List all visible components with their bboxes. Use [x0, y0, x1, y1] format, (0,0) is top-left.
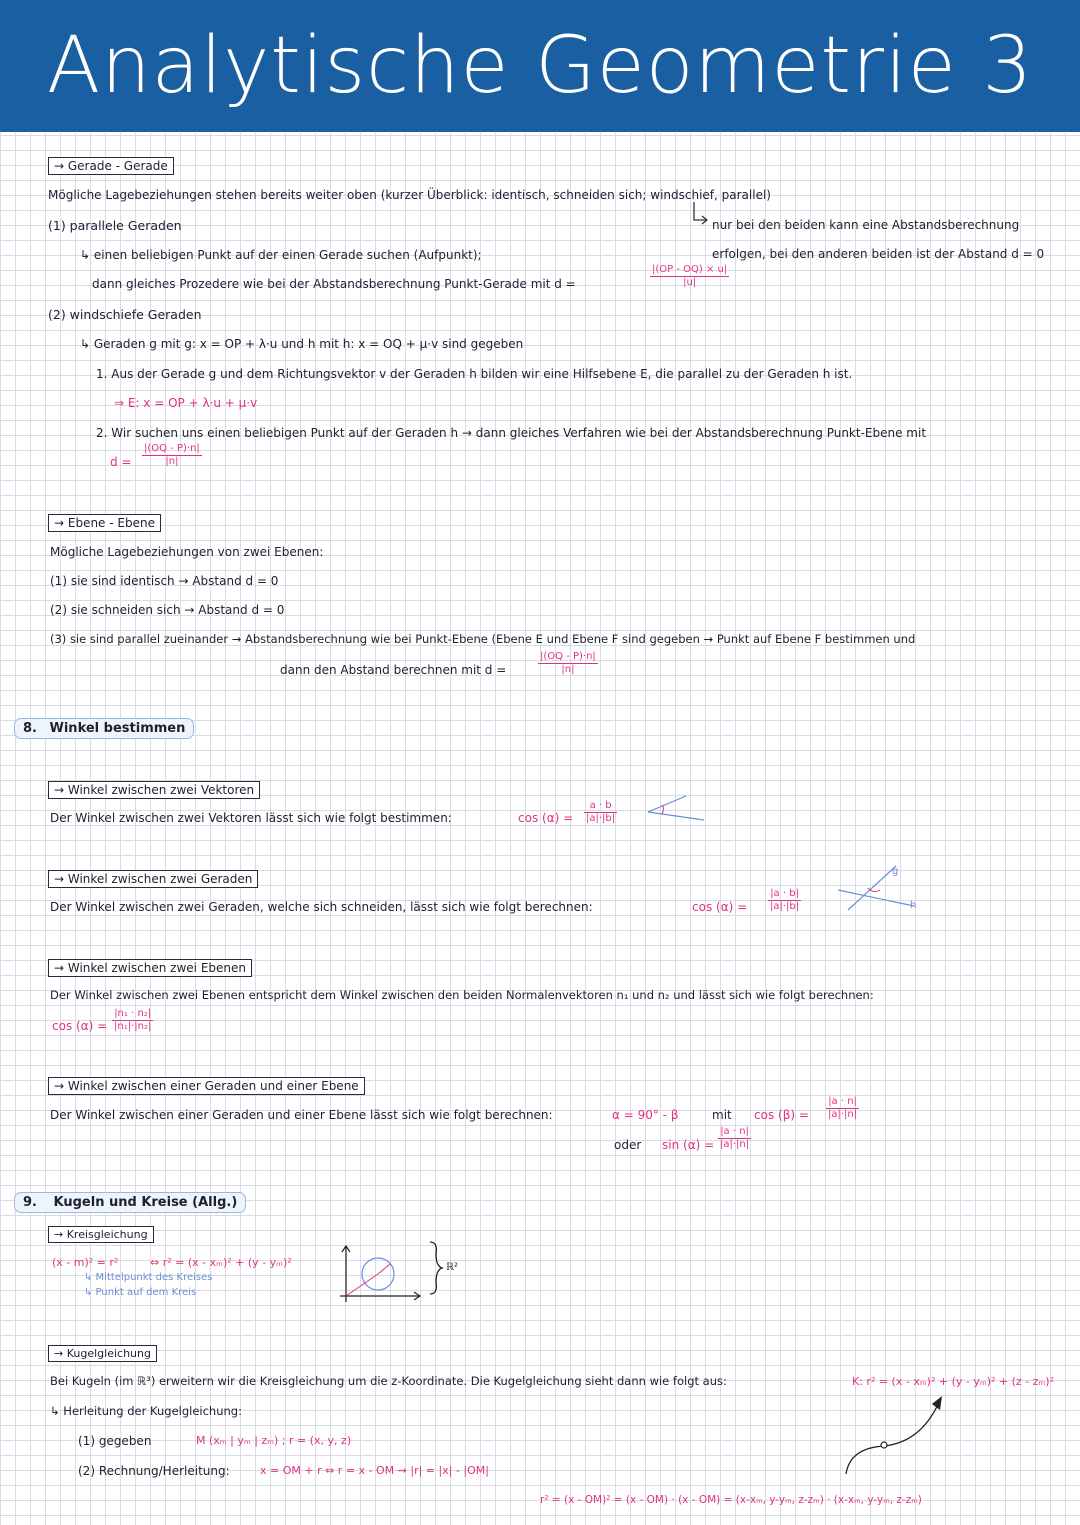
- section-8-title: Winkel bestimmen: [49, 721, 186, 736]
- ee-angle-formula: [112, 1008, 153, 1033]
- title-banner: [0, 0, 1080, 132]
- section-8-heading: [14, 718, 194, 739]
- note-arrow: [690, 200, 710, 226]
- gg-parallel-label: (1) parallele Geraden: [48, 218, 182, 233]
- ee-case-3b: dann den Abstand berechnen mit d =: [280, 663, 507, 677]
- kreis-equation: (x - m)² = r²: [52, 1256, 119, 1269]
- r2-label: ℝ²: [446, 1262, 458, 1273]
- ee-angle-den: |n₁|·|n₂|: [114, 1021, 152, 1032]
- kugel-arrow: [840, 1392, 950, 1478]
- gg-parallel-den: |u|: [683, 277, 697, 288]
- gg-heading: → Gerade - Gerade: [48, 157, 174, 175]
- kugel-heading: → Kugelgleichung: [48, 1345, 157, 1362]
- kugel-text: Bei Kugeln (im ℝ³) erweitern wir die Kreisgleichung um die z-Koordinate. Die Kugelgleichung sieht dann wie folgt aus:: [50, 1374, 727, 1388]
- kreis-punkt-note: ↳ Punkt auf dem Kreis: [84, 1287, 197, 1298]
- ge-angle-cos-formula: [826, 1096, 859, 1121]
- gg-angle-heading: → Winkel zwischen zwei Geraden: [48, 870, 258, 888]
- ee-case-1: (1) sie sind identisch → Abstand d = 0: [50, 574, 279, 588]
- gg-windschief-formula: [142, 443, 202, 468]
- herleitung-label: ↳ Herleitung der Kugelgleichung:: [50, 1404, 242, 1418]
- ee-angle-text: Der Winkel zwischen zwei Ebenen entspricht dem Winkel zwischen den beiden Normalenvektoren n₁ und n₂ und lässt sich wie folgt berechnen:: [50, 988, 874, 1002]
- ee-den: |n|: [561, 664, 575, 675]
- ge-angle-sin-label: sin (α) =: [662, 1138, 715, 1152]
- gg-angle-formula-label: cos (α) =: [692, 900, 748, 914]
- kreis-heading: → Kreisgleichung: [48, 1226, 154, 1243]
- herleitung-3-value: r² = (x - OM)² = (x - OM) · (x - OM) = (x-xₘ, y-yₘ, z-zₘ) · (x-xₘ, y-yₘ, z-zₘ): [540, 1494, 922, 1506]
- gg-parallel-formula: [650, 264, 729, 289]
- herleitung-2-value: x = OM + r ⇔ r = x - OM ⇝ |r| = |x| - |OM|: [260, 1464, 489, 1477]
- section-9-number: 9.: [23, 1195, 37, 1210]
- line-g-label: g: [892, 866, 899, 877]
- ge-angle-sin-num: |a · n|: [718, 1126, 751, 1139]
- gg-hilfsebene: ⇒ E: x = OP + λ·u + μ·v: [114, 396, 258, 410]
- ge-angle-mit: mit: [712, 1108, 732, 1122]
- gg-windschief-den: |n|: [165, 456, 179, 467]
- page-title: Analytische Geometrie 3: [46, 21, 1034, 111]
- ee-angle-heading: → Winkel zwischen zwei Ebenen: [48, 959, 252, 977]
- section-9-title: Kugeln und Kreise (Allg.): [53, 1195, 238, 1210]
- ee-case-3: (3) sie sind parallel zueinander → Abstandsberechnung wie bei Punkt-Ebene (Ebene E und Ebene F sind gegeben → Punkt auf Ebene F bestimmen und: [50, 632, 916, 646]
- ee-num: |(OQ - P)·n|: [540, 651, 596, 662]
- herleitung-1-value: M (xₘ | yₘ | zₘ) ; r = (x, y, z): [196, 1434, 352, 1447]
- gg-intro: Mögliche Lagebeziehungen stehen bereits weiter oben (kurzer Überblick: identisch, schneiden sich; windschief, parallel): [48, 188, 771, 202]
- ee-intro: Mögliche Lagebeziehungen von zwei Ebenen:: [50, 545, 324, 559]
- vv-num: a · b: [584, 800, 617, 813]
- ee-formula: [538, 651, 598, 676]
- ge-angle-text: Der Winkel zwischen einer Geraden und einer Ebene lässt sich wie folgt berechnen:: [50, 1108, 553, 1122]
- ee-angle-formula-label: cos (α) =: [52, 1019, 108, 1033]
- ge-angle-cos-den: |a|·|n|: [828, 1109, 858, 1120]
- gg-angle-formula: [768, 888, 801, 913]
- vv-text: Der Winkel zwischen zwei Vektoren lässt sich wie folgt bestimmen:: [50, 811, 452, 825]
- herleitung-1-label: (1) gegeben: [78, 1434, 152, 1448]
- vv-formula: [584, 800, 617, 825]
- gg-angle-num: |a · b|: [768, 888, 801, 901]
- gg-windschief-step-2: 2. Wir suchen uns einen beliebigen Punkt auf der Geraden h → dann gleiches Verfahren wie bei der Abstandsberechnung Punkt-Ebene mit: [96, 426, 927, 440]
- kreis-sketch: [336, 1244, 422, 1306]
- gg-parallel-step-a: ↳ einen beliebigen Punkt auf der einen Gerade suchen (Aufpunkt);: [80, 248, 482, 262]
- ee-angle-num: |n₁ · n₂|: [112, 1008, 153, 1021]
- vv-den: |a|·|b|: [586, 813, 616, 824]
- ge-angle-sin-formula: [718, 1126, 751, 1151]
- ee-case-2: (2) sie schneiden sich → Abstand d = 0: [50, 603, 285, 617]
- ge-angle-cos-num: |a · n|: [826, 1096, 859, 1109]
- kugel-equation: K: r² = (x - xₘ)² + (y - yₘ)² + (z - zₘ)²: [852, 1375, 1054, 1388]
- vv-heading: → Winkel zwischen zwei Vektoren: [48, 781, 260, 799]
- gg-windschief-d: d =: [110, 455, 132, 469]
- ge-angle-oder: oder: [614, 1138, 642, 1152]
- vv-formula-label: cos (α) =: [518, 811, 574, 825]
- brace-icon: [428, 1240, 444, 1296]
- gg-note-1: nur bei den beiden kann eine Abstandsberechnung: [712, 218, 1020, 232]
- ge-angle-heading: → Winkel zwischen einer Geraden und einer Ebene: [48, 1077, 365, 1095]
- gg-angle-text: Der Winkel zwischen zwei Geraden, welche sich schneiden, lässt sich wie folgt berechnen:: [50, 900, 593, 914]
- gg-windschief-step-a: ↳ Geraden g mit g: x = OP + λ·u und h mit h: x = OQ + μ·v sind gegeben: [80, 337, 524, 351]
- vector-angle-sketch: [646, 792, 706, 824]
- kreis-equation-expanded: ⇔ r² = (x - xₘ)² + (y - yₘ)²: [150, 1256, 292, 1269]
- ge-angle-cos-label: cos (β) =: [754, 1108, 809, 1122]
- gg-parallel-num: |(OP - OQ) × u|: [652, 264, 728, 275]
- section-8-number: 8.: [23, 721, 37, 736]
- gg-windschief-num: |(OQ - P)·n|: [144, 443, 200, 454]
- ge-angle-alpha: α = 90° - β: [612, 1108, 679, 1122]
- gg-windschief-label: (2) windschiefe Geraden: [48, 307, 202, 322]
- line-h-label: h: [910, 900, 917, 911]
- ge-angle-sin-den: |a|·|n|: [720, 1139, 750, 1150]
- herleitung-2-label: (2) Rechnung/Herleitung:: [78, 1464, 230, 1478]
- kreis-mittelpunkt-note: ↳ Mittelpunkt des Kreises: [84, 1272, 213, 1283]
- ee-heading: → Ebene - Ebene: [48, 514, 161, 532]
- gg-windschief-step-1: 1. Aus der Gerade g und dem Richtungsvektor v der Geraden h bilden wir eine Hilfsebene E, die parallel zu der Geraden h ist.: [96, 367, 853, 381]
- section-9-heading: [14, 1192, 246, 1213]
- gg-angle-den: |a|·|b|: [770, 901, 800, 912]
- gg-note-2: erfolgen, bei den anderen beiden ist der Abstand d = 0: [712, 247, 1045, 261]
- gg-parallel-step-b: dann gleiches Prozedere wie bei der Abstandsberechnung Punkt-Gerade mit d =: [92, 277, 576, 291]
